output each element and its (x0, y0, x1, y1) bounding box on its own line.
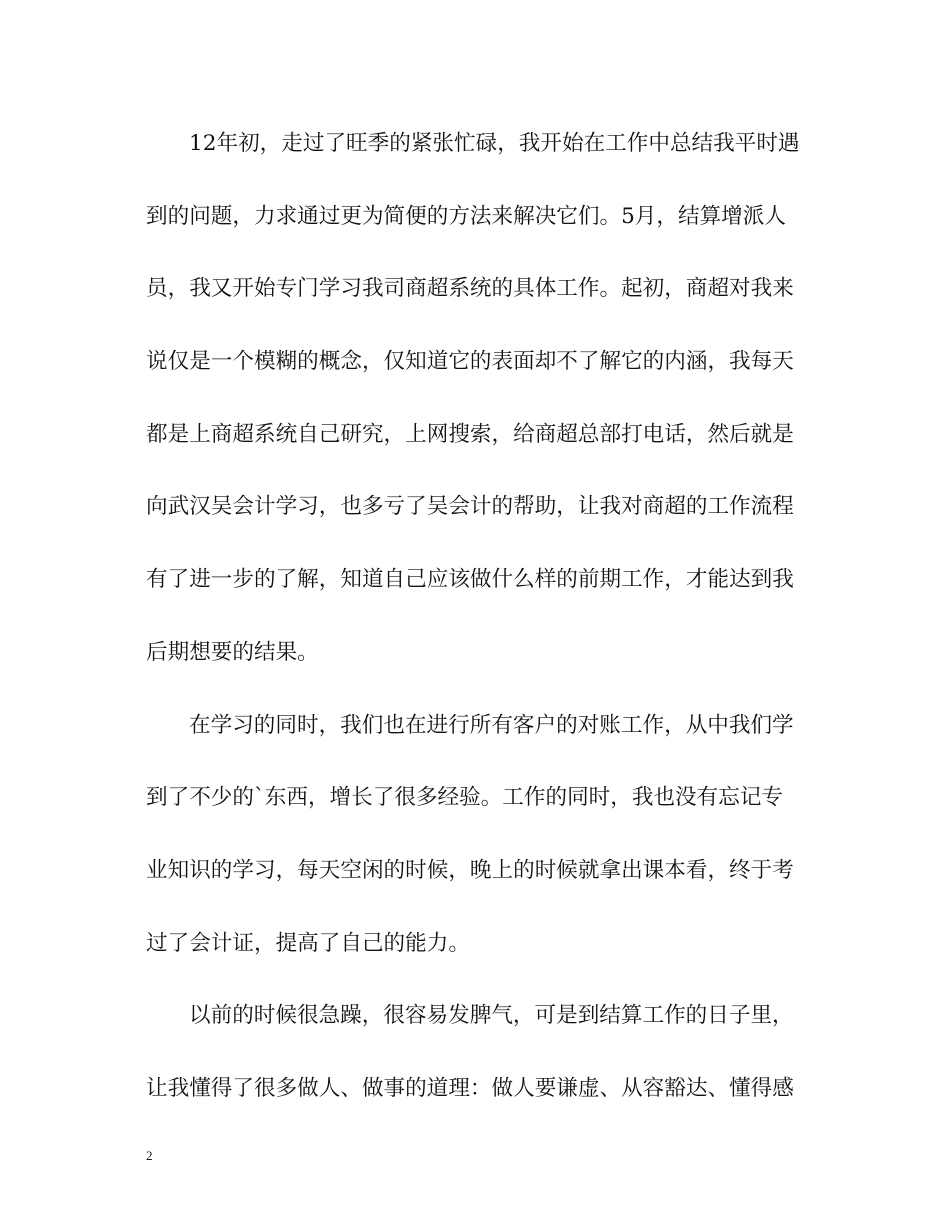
body-text (146, 122, 806, 1140)
paragraph-1-line-7: 有了进一步的了解，知道自己应该做什么样的前期工作，才能达到我 (146, 567, 794, 593)
paragraph-1-line-5: 都是上商超系统自己研究，上网搜索，给商超总部打电话，然后就是 (146, 421, 794, 447)
paragraph-1-line-3: 员，我又开始专门学习我司商超系统的具体工作。起初，商超对我来 (146, 276, 794, 302)
paragraph-1-line-8: 后期想要的结果。 (146, 639, 319, 665)
paragraph-3-line-1: 以前的时候很急躁，很容易发脾气，可是到结算工作的日子里， (189, 1003, 794, 1029)
page-number: 2 (146, 1148, 153, 1163)
paragraph-3-line-2: 让我懂得了很多做人、做事的道理：做人要谦虚、从容豁达、懂得感 (146, 1075, 794, 1101)
paragraph-2-line-3: 业知识的学习，每天空闲的时候，晚上的时候就拿出课本看，终于考 (146, 857, 794, 883)
paragraph-2-line-2: 到了不少的`东西，增长了很多经验。工作的同时，我也没有忘记专 (146, 785, 784, 811)
paragraph-1-line-4: 说仅是一个模糊的概念，仅知道它的表面却不了解它的内涵，我每天 (146, 349, 794, 375)
paragraph-1-line-2: 到的问题，力求通过更为简便的方法来解决它们。5月，结算增派人 (146, 203, 786, 229)
paragraph-1-line-6: 向武汉吴会计学习，也多亏了吴会计的帮助，让我对商超的工作流程 (146, 494, 794, 520)
paragraph-2-line-4: 过了会计证，提高了自己的能力。 (146, 930, 470, 956)
paragraph-1-line-1: 12年初，走过了旺季的紧张忙碌，我开始在工作中总结我平时遇 (189, 131, 800, 156)
paragraph-2-line-1: 在学习的同时，我们也在进行所有客户的对账工作，从中我们学 (189, 712, 794, 738)
